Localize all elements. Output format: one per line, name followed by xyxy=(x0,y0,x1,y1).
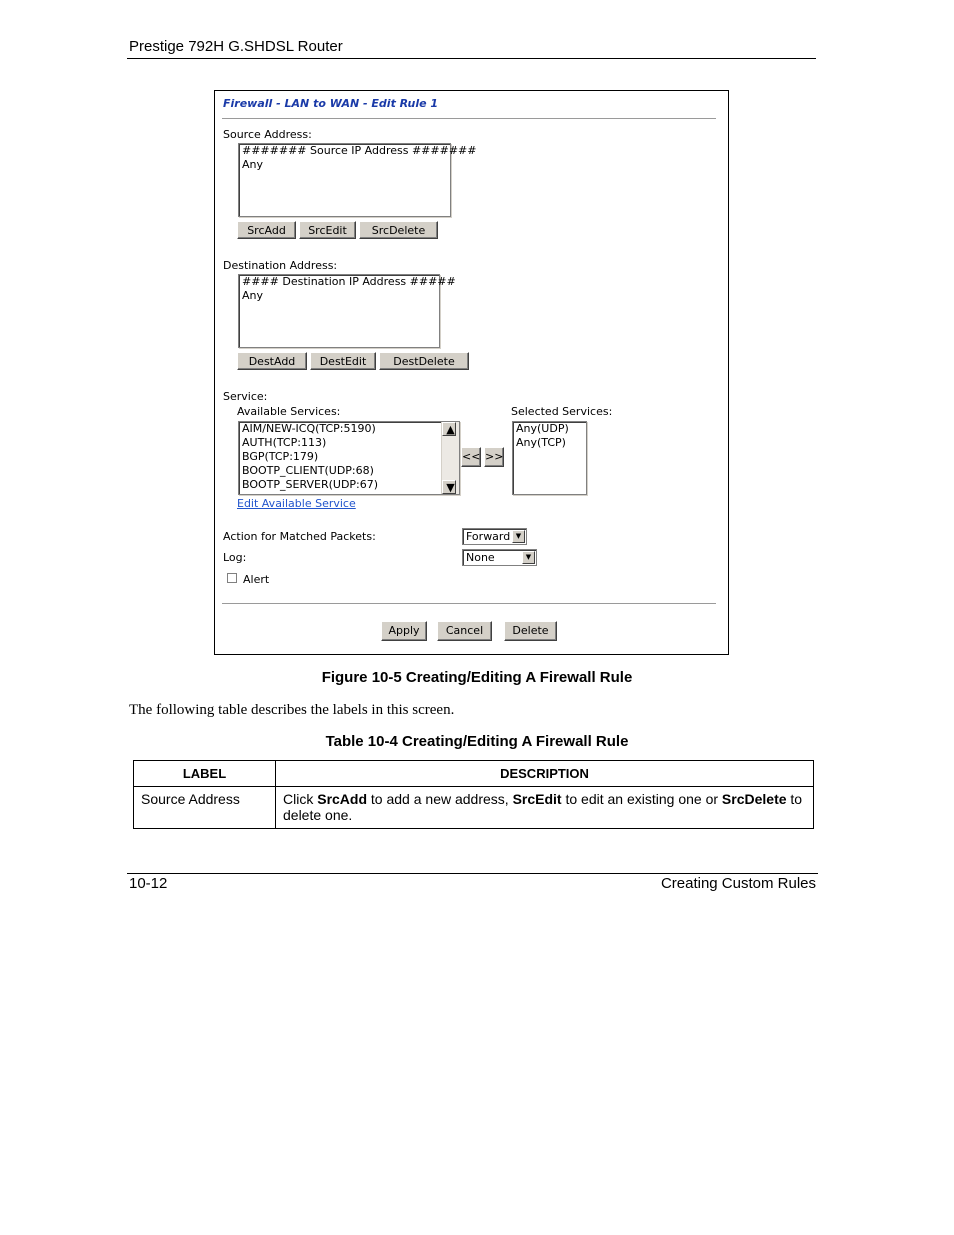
list-item[interactable]: BOOTP_CLIENT(UDP:68) xyxy=(242,464,374,477)
desc-term: SrcEdit xyxy=(512,791,562,807)
row-description xyxy=(276,787,814,829)
scroll-down-icon[interactable]: ▼ xyxy=(442,480,456,494)
service-label: Service: xyxy=(223,390,268,403)
add-service-button[interactable]: >> xyxy=(484,447,504,467)
panel-title: Firewall - LAN to WAN - Edit Rule 1 xyxy=(223,97,439,110)
selected-services-label: Selected Services: xyxy=(511,405,613,418)
destination-address-label: Destination Address: xyxy=(223,259,338,272)
figure-caption: Figure 10-5 Creating/Editing A Firewall Rule xyxy=(321,669,633,686)
label-description-table xyxy=(133,760,814,829)
src-add-button[interactable]: SrcAdd xyxy=(237,221,296,239)
table-row xyxy=(134,787,814,829)
dest-delete-button[interactable]: DestDelete xyxy=(379,352,469,370)
list-item[interactable]: AIM/NEW-ICQ(TCP:5190) xyxy=(242,422,376,435)
src-delete-button[interactable]: SrcDelete xyxy=(359,221,438,239)
header-rule xyxy=(127,58,816,59)
dropdown-arrow-icon: ▼ xyxy=(512,530,525,543)
list-item[interactable]: Any xyxy=(242,158,264,171)
list-item[interactable]: BOOTP_SERVER(UDP:67) xyxy=(242,478,379,491)
desc-term: SrcAdd xyxy=(317,791,368,807)
destination-address-list[interactable] xyxy=(238,274,456,348)
page-number: 10-12 xyxy=(129,875,168,892)
alert-checkbox[interactable] xyxy=(227,573,237,583)
source-address-label: Source Address: xyxy=(223,128,312,141)
row-label: Source Address xyxy=(134,787,276,829)
dest-add-button[interactable]: DestAdd xyxy=(237,352,307,370)
list-item[interactable]: #### Destination IP Address ##### xyxy=(242,275,456,288)
list-item[interactable]: BGP(TCP:179) xyxy=(242,450,319,463)
footer-rule xyxy=(127,873,818,874)
remove-service-button[interactable]: << xyxy=(461,447,481,467)
action-value: Forward xyxy=(466,530,511,543)
available-services-label: Available Services: xyxy=(237,405,341,418)
available-services-list[interactable] xyxy=(238,421,460,495)
intro-text: The following table describes the labels in this screen. xyxy=(129,702,455,718)
log-select[interactable] xyxy=(462,549,537,566)
desc-term: SrcDelete xyxy=(721,791,787,807)
list-item[interactable]: ####### Source IP Address ####### xyxy=(242,144,477,157)
selected-services-list[interactable] xyxy=(512,421,587,495)
cancel-button[interactable]: Cancel xyxy=(437,621,492,641)
list-item[interactable]: Any(TCP) xyxy=(516,436,566,449)
log-label: Log: xyxy=(223,551,247,564)
desc-text: to add a new address, xyxy=(367,791,513,807)
action-label: Action for Matched Packets: xyxy=(223,530,376,543)
bottom-divider xyxy=(222,603,716,604)
list-item[interactable]: AUTH(TCP:113) xyxy=(242,436,327,449)
chapter-title: Creating Custom Rules xyxy=(660,875,816,892)
log-value: None xyxy=(466,551,495,564)
dest-edit-button[interactable]: DestEdit xyxy=(310,352,376,370)
available-services-scrollbar[interactable] xyxy=(441,422,459,494)
column-header-description: DESCRIPTION xyxy=(276,761,814,787)
firewall-edit-rule-panel xyxy=(214,90,729,655)
alert-label: Alert xyxy=(243,573,270,586)
source-address-list[interactable] xyxy=(238,143,477,217)
desc-text: to edit an existing one or xyxy=(561,791,722,807)
table-caption: Table 10-4 Creating/Editing A Firewall Rule xyxy=(325,733,629,750)
src-edit-button[interactable]: SrcEdit xyxy=(299,221,356,239)
dropdown-arrow-icon: ▼ xyxy=(522,551,535,564)
column-header-label: LABEL xyxy=(134,761,276,787)
page-header-title: Prestige 792H G.SHDSL Router xyxy=(129,38,343,55)
list-item[interactable]: Any(UDP) xyxy=(516,422,569,435)
delete-button[interactable]: Delete xyxy=(504,621,557,641)
desc-text: Click xyxy=(283,791,318,807)
apply-button[interactable]: Apply xyxy=(381,621,427,641)
table-header-row xyxy=(134,761,814,787)
edit-available-service-link[interactable]: Edit Available Service xyxy=(237,497,356,510)
title-divider xyxy=(222,118,716,119)
list-item[interactable]: Any xyxy=(242,289,264,302)
scroll-up-icon[interactable]: ▲ xyxy=(442,422,456,436)
desc-text: to delete one. xyxy=(283,791,803,823)
action-select[interactable] xyxy=(462,528,527,545)
